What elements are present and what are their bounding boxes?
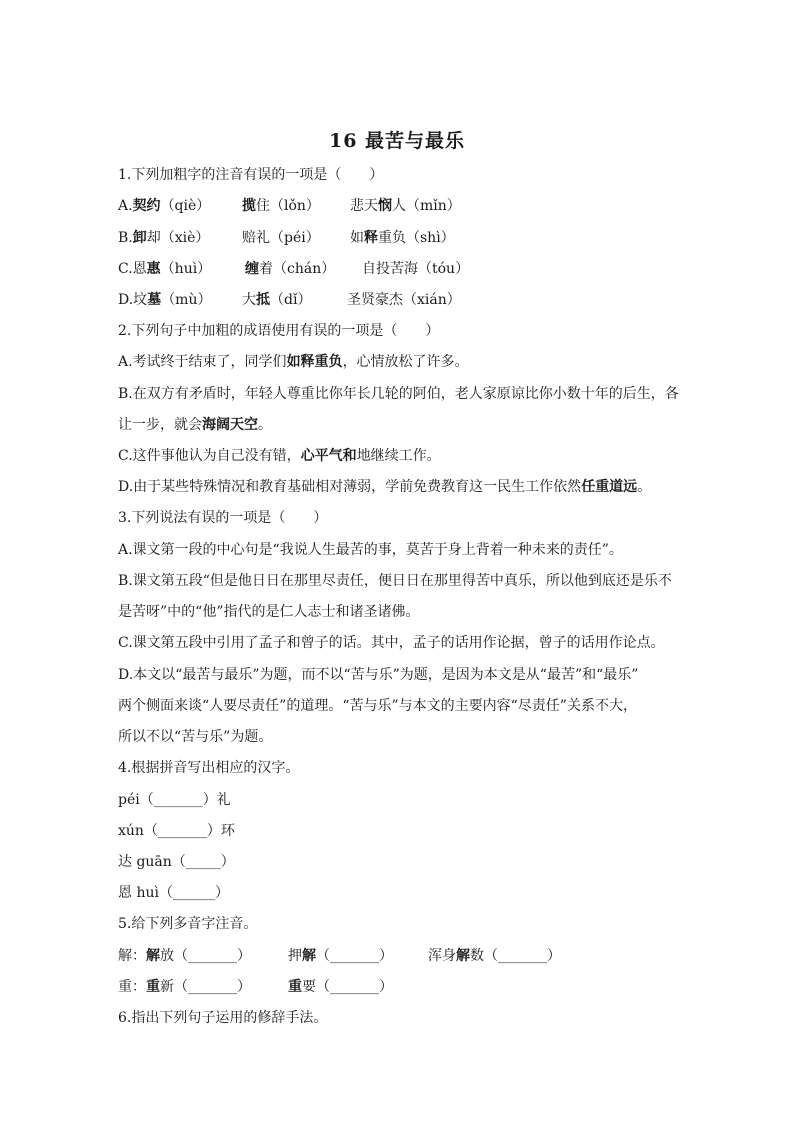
plain-text: ，心情放松了许多。 [342,354,469,370]
pinyin: （qiè） [160,198,211,214]
plain-text: 让一步，就会 [118,417,202,433]
q2-option-d [118,477,651,497]
q2-option-c [118,446,441,466]
row-label: 重： [118,979,146,995]
bold-word: 契约 [132,198,161,214]
bold-word: 悯 [378,198,392,214]
q3-option-d-line1: D.本文以“最苦与最乐”为题，而不以“苦与乐”为题，是因为本文是从“最苦”和“最乐” [118,667,639,683]
option-label: B. [118,230,133,246]
bold-char: 解 [456,948,470,964]
bold-char: 解 [302,948,316,964]
bold-char: 解 [146,948,160,964]
q3-option-d-line3: 所以不以“苦与乐”为题。 [118,729,273,745]
q5-row-jie [118,946,678,966]
q5-row-zhong [118,977,678,997]
pinyin: 着（chán） [259,261,336,277]
plain-text: 大 [242,292,256,308]
plain-text: （_______） [316,948,393,964]
q3-option-b-line1: B.课文第五段“但是他日日在那里尽责任，便日日在那里得苦中真乐，所以他到底还是乐不 [118,573,672,589]
q1-option-d [118,290,678,310]
plain-text: 放（_______） [160,948,251,964]
q3-option-d-line2: 两个侧面来谈“人要尽责任”的道理。“苦与乐”与本文的主要内容“尽责任”关系不大， [118,698,637,714]
bold-word: 卸 [132,230,147,246]
row-label: 解： [118,948,146,964]
plain-text: 地继续工作。 [356,448,441,464]
q3-stem: 3.下列说法有误的一项是（ ） [118,510,328,526]
plain-text: 自投苦海（tóu） [362,261,470,277]
q3-option-c: C.课文第五段中引用了孟子和曾子的话。其中，孟子的话用作论据，曾子的话用作论点。 [118,635,665,651]
bold-word: 揽 [242,198,256,214]
plain-text: D.由于某些特殊情况和教育基础相对薄弱，学前免费教育这一民生工作依然 [118,479,582,495]
q2-option-b-line1: B.在双方有矛盾时，年轻人尊重比你年长几轮的阿伯，老人家原谅比你小数十年的后生，各 [118,386,679,402]
q3-option-b-line2: 是苦呀”中的“他”指代的是仁人志士和诸圣诸佛。 [118,604,420,620]
pinyin: 人（mǐn） [392,198,461,214]
bold-word: 释 [364,230,378,246]
pinyin: 赔礼（péi） [242,230,320,246]
bold-char: 重 [288,979,302,995]
plain-text: 悲天 [350,198,378,214]
bold-idiom: 如释重负 [286,354,343,370]
pinyin: （mù） [161,292,212,308]
q4-blank-2: xún（_______）环 [118,823,235,839]
plain-text: 数（_______） [470,948,561,964]
q3-option-a: A.课文第一段的中心句是“我说人生最苦的事，莫苦于身上背着一种未来的责任”。 [118,542,623,558]
pinyin: （dǐ） [270,292,312,308]
option-label: A. [118,198,133,214]
q2-option-b-line2 [118,415,272,435]
pinyin: 重负（shì） [378,230,455,246]
bold-idiom: 任重道远 [581,479,638,495]
q5-stem: 5.给下列多音字注音。 [118,916,258,932]
plain-text: 浑身 [428,948,456,964]
plain-text: A.考试终于结束了，同学们 [118,354,287,370]
bold-idiom: 心平气和 [300,448,357,464]
bold-char: 重 [146,979,160,995]
q4-blank-4: 恩 huì（______） [118,885,229,901]
q1-option-b [118,228,678,248]
plain-text: 。 [637,479,652,495]
plain-text: 押 [288,948,302,964]
q4-blank-1: péi（_______）礼 [118,792,231,808]
option-label: D.坟 [118,292,148,308]
q6-stem: 6.指出下列句子运用的修辞手法。 [118,1010,328,1026]
plain-text: 要（_______） [302,979,393,995]
q1-option-a [118,196,678,216]
pinyin: （huì） [160,261,212,277]
bold-idiom: 海阔天空 [202,417,258,433]
option-label: C.恩 [118,261,147,277]
plain-text: 新（_______） [160,979,251,995]
q2-stem: 2.下列句子中加粗的成语使用有误的一项是（ ） [118,323,440,339]
plain-text: 如 [350,230,364,246]
q1-stem: 1.下列加粗字的注音有误的一项是（ ） [118,167,384,183]
q1-option-c [118,259,678,279]
bold-word: 墓 [147,292,162,308]
pinyin: 住（lǒn） [256,198,320,214]
q4-stem: 4.根据拼音写出相应的汉字。 [118,760,300,776]
pinyin: 却（xiè） [146,230,210,246]
bold-word: 缠 [245,261,259,277]
q4-blank-3: 达 guān（_____） [118,854,235,870]
page-title: 16 最苦与最乐 [328,130,466,152]
bold-word: 惠 [146,261,161,277]
plain-text: C.这件事他认为自己没有错， [118,448,301,464]
q2-option-a [118,352,469,372]
plain-text: 。 [258,417,272,433]
bold-word: 抵 [256,292,270,308]
plain-text: 圣贤豪杰（xián） [347,292,461,308]
